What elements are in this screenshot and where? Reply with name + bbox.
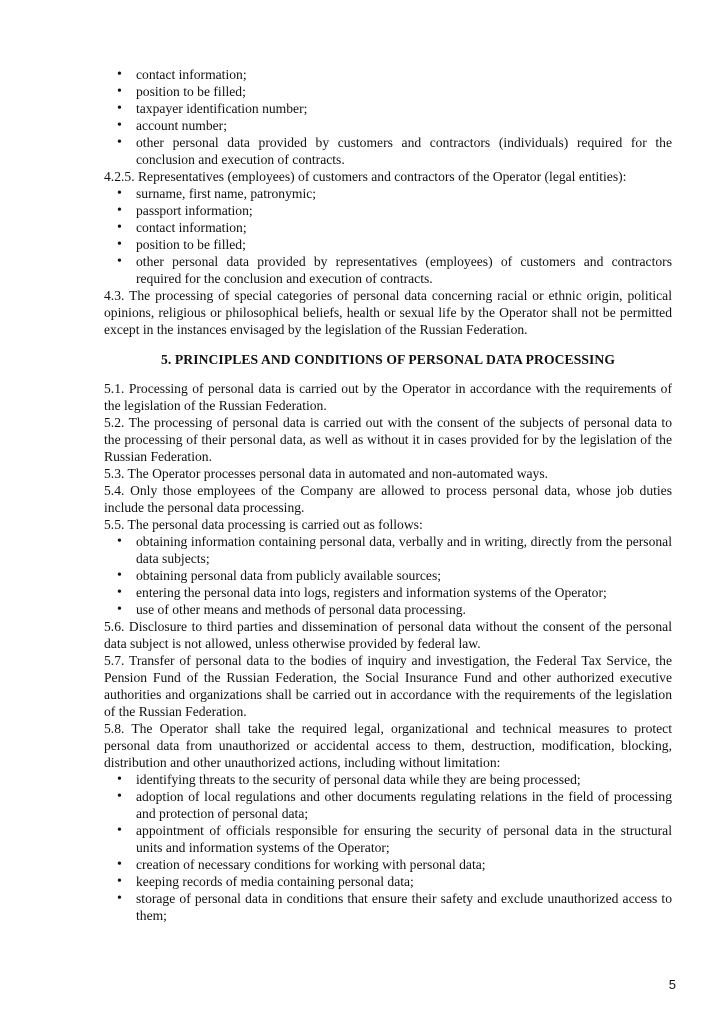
list-item: • keeping records of media containing personal data; [136,873,672,890]
list-item: • other personal data provided by customers and contractors (individuals) required for the conclusion and execution of contracts. [136,134,672,168]
list-item: • storage of personal data in conditions that ensure their safety and exclude unauthorized access to them; [136,890,672,924]
document-page [104,66,672,924]
list-item: • use of other means and methods of personal data processing. [136,601,672,618]
page-number: 5 [668,977,676,992]
bullet-list-customer-data [104,66,672,168]
list-item: • position to be filled; [136,236,672,253]
list-item: • taxpayer identification number; [136,100,672,117]
paragraph-5-3: 5.3. The Operator processes personal data in automated and non-automated ways. [104,466,549,481]
paragraph-5-1: 5.1. Processing of personal data is carried out by the Operator in accordance with the requirements of the legislation of the Russian Federation. [104,381,672,413]
paragraph-5-7: 5.7. Transfer of personal data to the bodies of inquiry and investigation, the Federal Tax Service, the Pension Fund of the Russian Federation, the Social Insurance Fund and other authorized executive authorities and organizations shall be carried out in accordance with the requirements of the legislation of the Russian Federation. [104,653,672,719]
list-item: • entering the personal data into logs, registers and information systems of the Operator; [136,584,672,601]
paragraph-5-8: 5.8. The Operator shall take the required legal, organizational and technical measures to protect personal data from unauthorized or accidental access to them, destruction, modification, blocking, distribution and other unauthorized actions, including without limitation: [104,721,672,770]
bullet-list-representative-data [104,185,672,287]
paragraph-5-6: 5.6. Disclosure to third parties and dissemination of personal data without the consent of the personal data subject is not allowed, unless otherwise provided by federal law. [104,619,672,651]
list-item: • passport information; [136,202,672,219]
list-item: • obtaining information containing personal data, verbally and in writing, directly from the personal data subjects; [136,533,672,567]
list-item: • surname, first name, patronymic; [136,185,672,202]
bullet-list-processing-methods [104,533,672,618]
list-item: • obtaining personal data from publicly available sources; [136,567,672,584]
paragraph-5-5: 5.5. The personal data processing is carried out as follows: [104,517,423,532]
list-item: • other personal data provided by representatives (employees) of customers and contractors required for the conclusion and execution of contracts. [136,253,672,287]
list-item: • adoption of local regulations and other documents regulating relations in the field of processing and protection of personal data; [136,788,672,822]
paragraph-4-2-5: 4.2.5. Representatives (employees) of customers and contractors of the Operator (legal entities): [104,169,627,184]
list-item: • position to be filled; [136,83,672,100]
list-item: • contact information; [136,219,672,236]
bullet-list-protection-measures [104,771,672,924]
list-item: • appointment of officials responsible for ensuring the security of personal data in the structural units and information systems of the Operator; [136,822,672,856]
section-heading-5: 5. PRINCIPLES AND CONDITIONS OF PERSONAL DATA PROCESSING [160,352,615,367]
paragraph-5-2: 5.2. The processing of personal data is carried out with the consent of the subjects of personal data to the processing of their personal data, as well as without it in cases provided for by the legislation of the Russian Federation. [104,415,672,464]
list-item: • creation of necessary conditions for working with personal data; [136,856,672,873]
list-item: • identifying threats to the security of personal data while they are being processed; [136,771,672,788]
paragraph-5-4: 5.4. Only those employees of the Company are allowed to process personal data, whose job duties include the personal data processing. [104,483,672,515]
paragraph-4-3: 4.3. The processing of special categories of personal data concerning racial or ethnic origin, political opinions, religious or philosophical beliefs, health or sexual life by the Operator shall not be permitted except in the instances envisaged by the legislation of the Russian Federation. [104,288,672,337]
list-item: • account number; [136,117,672,134]
list-item: • contact information; [136,66,672,83]
